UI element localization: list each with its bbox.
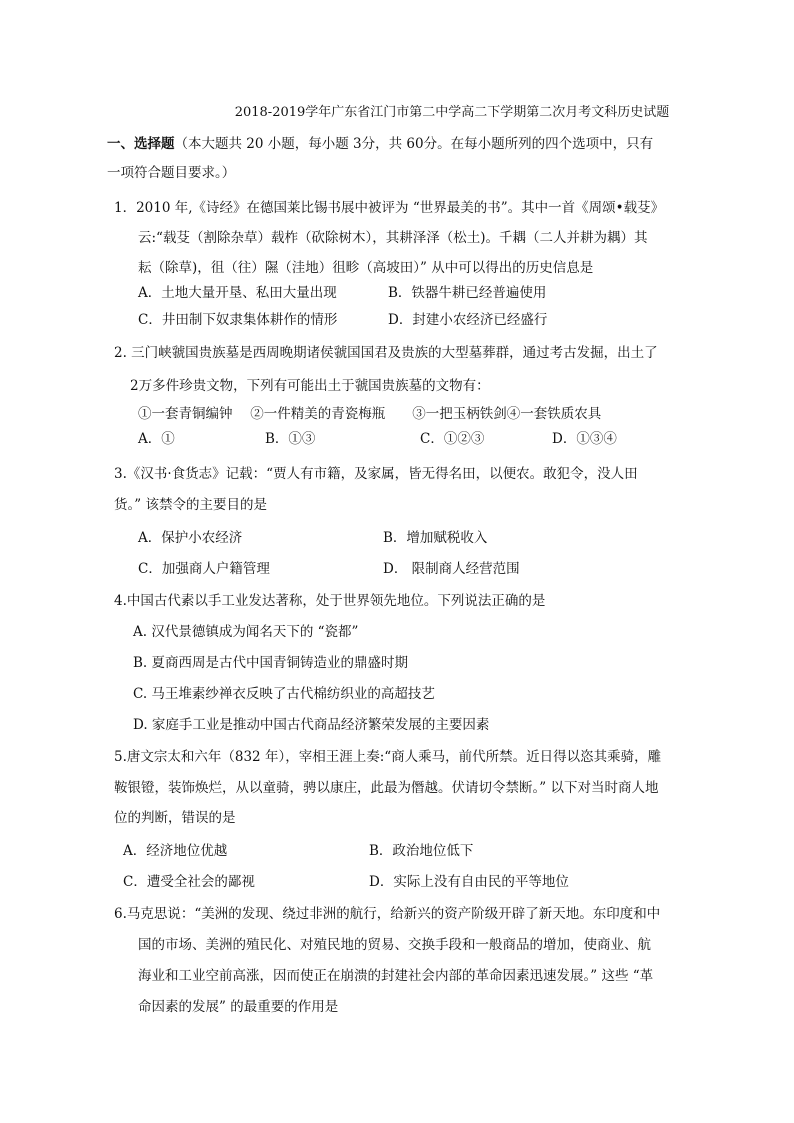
q5-option-d: D．实际上没有自由民的平等地位 [369,874,569,890]
q2-option-d: D．①③④ [552,431,617,447]
q6-stem-2: 国的市场、美洲的殖民化、对殖民地的贸易、交换手段和一般商品的增加，使商业、航 [138,937,651,953]
section-desc: （本大题共 20 小题，每小题 3分，共 60分。在每小题所列的四个选项中，只有 [174,136,654,152]
q6-stem-1: 6.马克思说：“美洲的发现、绕过非洲的航行，给新兴的资产阶级开辟了新天地。东印度和中 [114,906,661,922]
q2-option-a: A．① [138,431,175,447]
q5-stem-2: 鞍银镫，装饰焕烂，从以童骑，骋以康庄，此最为僭越。伏请切令禁断。” 以下对当时商人地 [114,780,659,796]
q3-stem-2: 货。” 该禁令的主要目的是 [114,497,267,513]
q1-option-c: C．井田制下奴隶集体耕作的情形 [138,312,338,328]
q1-stem-3: 耘（除草)，徂（往）隰（洼地）徂畛（高坡田）” 从中可以得出的历史信息是 [138,260,594,276]
section-heading: 一、选择题 [107,136,175,152]
q2-option-b: B．①③ [265,431,316,447]
q4-option-b: B. 夏商西周是古代中国青铜铸造业的鼎盛时期 [133,655,409,671]
q4-option-c: C. 马王堆素纱禅衣反映了古代棉纺织业的高超技艺 [133,686,435,702]
section-desc-cont: 一项符合题目要求。） [107,165,236,181]
q1-option-a: A．土地大量开垦、私田大量出现 [138,285,337,301]
q3-option-a: A．保护小农经济 [138,530,243,546]
q2-stem-1: 2. 三门峡虢国贵族墓是西周晚期诸侯虢国国君及贵族的大型墓葬群，通过考古发掘，出土了 [114,345,658,361]
q6-stem-3: 海业和工业空前高涨，因而使正在崩溃的封建社会内部的革命因素迅速发展。” 这些 “革 [138,968,654,984]
q6-stem-4: 命因素的发展” 的最重要的作用是 [138,999,339,1015]
q4-option-a: A. 汉代景德镇成为闻名天下的 “瓷都” [133,624,359,640]
q1-option-b: B．铁器牛耕已经普遍使用 [388,285,547,301]
q3-option-d: D． 限制商人经营范围 [383,561,520,577]
q5-option-c: C．遭受全社会的鄙视 [123,874,255,890]
q4-option-d: D. 家庭手工业是推动中国古代商品经济繁荣发展的主要因素 [133,717,490,733]
q5-option-a: A．经济地位优越 [123,843,228,859]
q3-option-b: B．增加赋税收入 [383,530,488,546]
q1-stem-1: 1．2010 年,《诗经》在德国莱比锡书展中被评为 “世界最美的书”。其中一首《周颂•载芟》 [114,200,665,216]
q1-option-d: D．封建小农经济已经盛行 [388,312,548,328]
q3-option-c: C．加强商人户籍管理 [138,561,270,577]
q5-option-b: B．政治地位低下 [369,843,474,859]
q4-stem-1: 4.中国古代素以手工业发达著称，处于世界领先地位。下列说法正确的是 [114,593,546,609]
q1-stem-2: 云:“载芟（割除杂草）载柞（砍除树木），其耕泽泽（松土)。千耦（二人并耕为耦）其 [138,230,648,246]
section-heading-line [107,134,653,154]
q2-stem-2: 2万多件珍贵文物，下列有可能出土于虢国贵族墓的文物有： [130,378,490,394]
page-title: 2018-2019学年广东省江门市第二中学高二下学期第二次月考文科历史试题 [234,105,670,120]
q5-stem-3: 位的判断，错误的是 [114,810,236,826]
q5-stem-1: 5.唐文宗太和六年（832 年），宰相王涯上奏:“商人乘马，前代所禁。近日得以恣其乘骑，雕 [114,749,662,765]
q2-option-c: C．①②③ [420,431,485,447]
q3-stem-1: 3.《汉书·食货志》记载：“贾人有市籍，及家属，皆无得名田，以便农。敢犯令，没人田 [114,466,638,482]
q2-items: ①一套青铜编钟 ②一件精美的青瓷梅瓶 ③一把玉柄铁剑④一套铁质农具 [138,406,602,422]
